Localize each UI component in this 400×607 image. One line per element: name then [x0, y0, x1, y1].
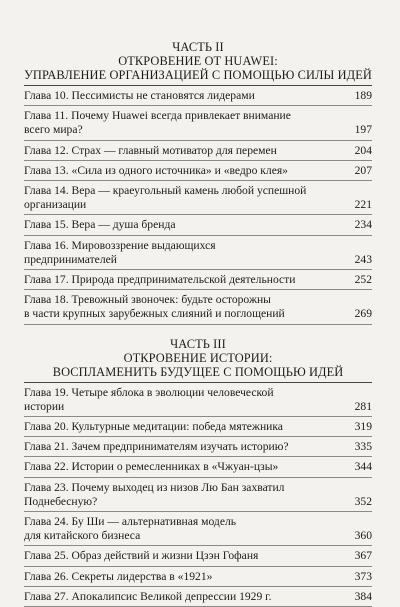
toc-entry-line [24, 570, 372, 584]
toc-entry-line [24, 218, 372, 232]
page-number: 221 [354, 198, 372, 212]
toc-entries [24, 86, 372, 325]
chapter-title: Глава 17. Природа предпринимательской деятельности [24, 273, 296, 287]
chapter-title: в части крупных зарубежных слияний и поглощений [24, 307, 285, 321]
chapter-title: предпринимателей [24, 252, 117, 266]
toc-entry-line [24, 253, 372, 267]
chapter-title: для китайского бизнеса [24, 529, 141, 543]
toc-entry-line [24, 198, 372, 212]
chapter-title: Глава 20. Культурные медитации: победа мятежника [24, 420, 283, 434]
page-number: 189 [354, 89, 372, 102]
toc-entry-line [24, 144, 372, 158]
toc-entry [24, 290, 372, 324]
page-number: 352 [354, 494, 372, 508]
chapter-title: Глава 24. Бу Ши — альтернативная модель [24, 515, 237, 529]
page-number: 344 [354, 460, 372, 474]
part-heading [24, 40, 372, 82]
page-number: 252 [354, 273, 372, 287]
page-number: 335 [354, 440, 372, 454]
toc-entry-line [24, 495, 372, 509]
chapter-title: Глава 15. Вера — душа бренда [24, 218, 176, 232]
toc-entry [24, 417, 372, 437]
part-label: ЧАСТЬ II [172, 40, 224, 54]
part-subtitle: ВОСПЛАМЕНИТЬ БУДУЩЕЕ С ПОМОЩЬЮ ИДЕЙ [52, 364, 344, 379]
toc-entry [24, 181, 372, 215]
part-title: ОТКРОВЕНИЕ ОТ HUAWEI: [118, 54, 278, 68]
toc-entry-line [24, 273, 372, 287]
toc-entry-line [24, 529, 372, 543]
chapter-title: Глава 16. Мировоззрение выдающихся [24, 238, 216, 252]
toc-entry [24, 457, 372, 477]
chapter-title: Глава 11. Почему Huawei всегда привлекает внимание [24, 109, 291, 123]
toc-entry [24, 383, 372, 417]
toc-entry [24, 215, 372, 235]
toc-entry [24, 437, 372, 457]
toc-entry-line [24, 420, 372, 434]
page-number: 204 [354, 143, 372, 157]
part-subtitle: УПРАВЛЕНИЕ ОРГАНИЗАЦИЕЙ С ПОМОЩЬЮ СИЛЫ ИДЕЙ [24, 68, 372, 82]
toc-entries [24, 383, 372, 607]
page-number: 360 [354, 529, 372, 543]
chapter-title: Глава 26. Секреты лидерства в «1921» [24, 569, 213, 583]
toc-part-2 [24, 40, 372, 325]
chapter-title: Глава 19. Четыре яблока в эволюции человеческой [24, 385, 274, 399]
chapter-title: Глава 22. Истории о ремесленниках в «Чжуан-цзы» [24, 460, 279, 474]
chapter-title: истории [24, 399, 65, 413]
chapter-title: Глава 21. Зачем предпринимателям изучать историю? [24, 440, 289, 454]
chapter-title: Глава 14. Вера — краеугольный камень любой успешной [24, 184, 307, 198]
toc-entry-line [24, 440, 372, 454]
toc-entry [24, 512, 372, 546]
page-number: 234 [354, 218, 372, 232]
toc-entry [24, 567, 372, 587]
chapter-title: Глава 18. Тревожный звоночек: будьте осторожны [24, 293, 271, 307]
toc-entry-line [24, 460, 372, 474]
part-title: ОТКРОВЕНИЕ ИСТОРИИ: [123, 350, 273, 365]
toc-part-3 [24, 337, 372, 607]
toc-entry [24, 86, 372, 106]
chapter-title: Поднебесную? [24, 494, 98, 508]
page-number: 281 [354, 399, 372, 413]
toc-entry [24, 270, 372, 290]
page-number: 269 [354, 307, 372, 321]
chapter-title: Глава 10. Пессимисты не становятся лидерами [24, 89, 255, 102]
toc-entry-line [24, 307, 372, 321]
chapter-title: Глава 27. Апокалипсис Великой депрессии 1929 г. [24, 589, 272, 603]
page-number: 197 [354, 123, 372, 137]
toc-entry [24, 236, 372, 270]
toc-entry-line [24, 590, 372, 604]
toc-entry [24, 141, 372, 161]
toc-entry [24, 587, 372, 607]
toc-entry-line [24, 549, 372, 563]
page-number: 373 [354, 569, 372, 583]
page-number: 367 [354, 549, 372, 563]
page-number: 243 [354, 252, 372, 266]
page-number: 207 [354, 163, 372, 177]
toc-entry-line [24, 164, 372, 178]
chapter-title: Глава 25. Образ действий и жизни Цзэн Гофаня [24, 549, 259, 563]
chapter-title: организации [24, 198, 87, 212]
page-number: 384 [354, 589, 372, 603]
part-heading [24, 337, 372, 379]
page-number: 319 [354, 420, 372, 434]
toc-entry [24, 546, 372, 566]
toc-entry-line [24, 123, 372, 137]
part-label: ЧАСТЬ III [170, 336, 226, 351]
toc-entry-line [24, 89, 372, 103]
chapter-title: Глава 13. «Сила из одного источника» и «ведро клея» [24, 163, 288, 177]
chapter-title: Глава 23. Почему выходец из низов Лю Бан захватил [24, 480, 285, 494]
toc-entry [24, 106, 372, 140]
toc-entry [24, 161, 372, 181]
chapter-title: всего мира? [24, 123, 83, 137]
chapter-title: Глава 12. Страх — главный мотиватор для перемен [24, 143, 277, 157]
toc-entry [24, 478, 372, 512]
toc-entry-line [24, 400, 372, 414]
